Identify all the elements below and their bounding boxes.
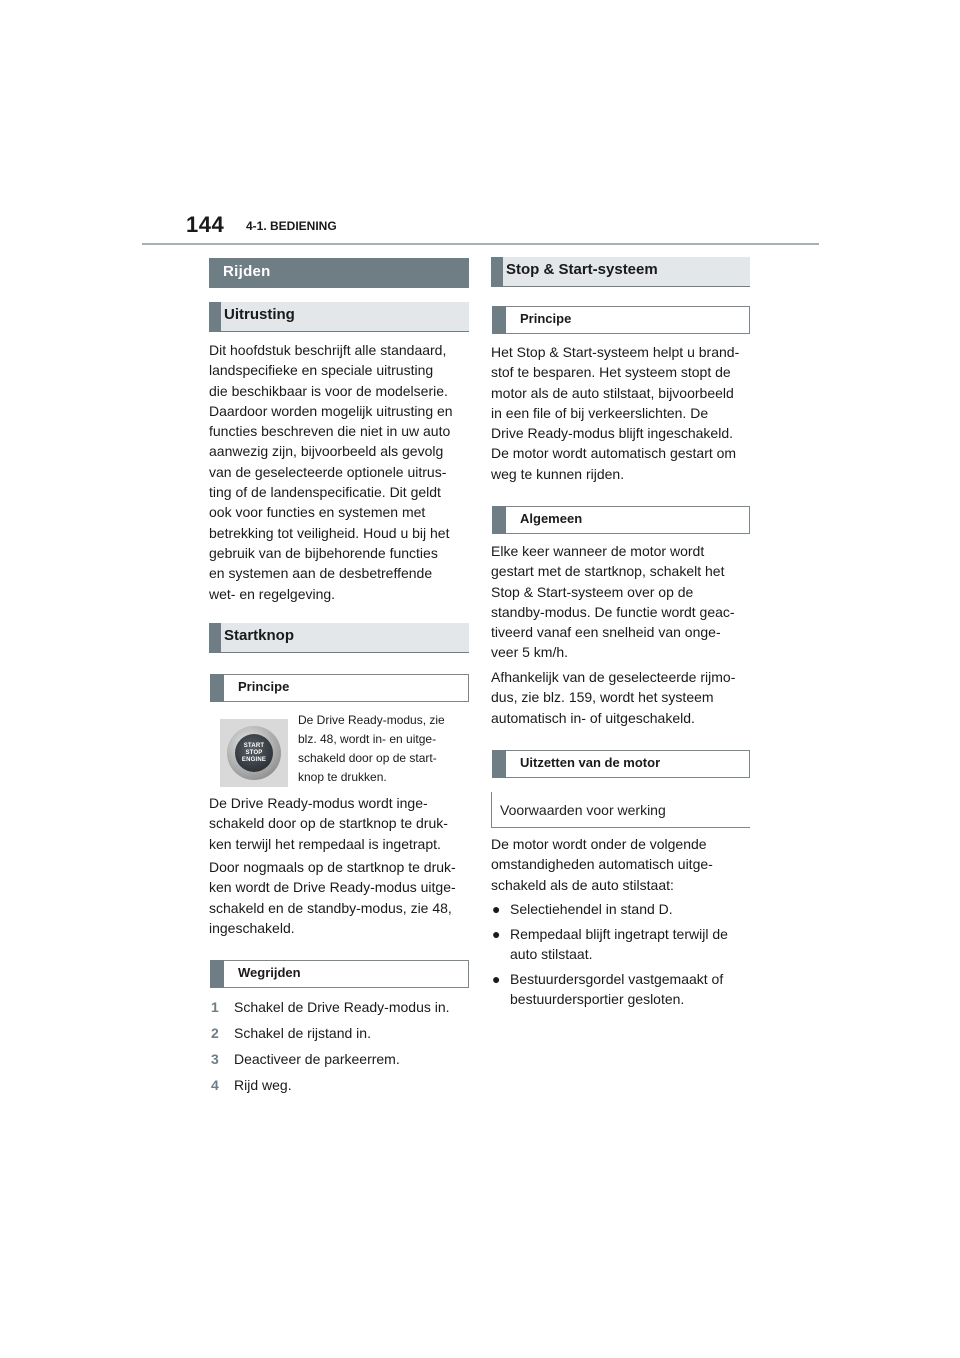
text-line: die beschikbaar is voor de modelserie.	[209, 382, 448, 399]
caption-line: De Drive Ready-modus, zie	[298, 713, 445, 727]
text-line: veer 5 km/h.	[491, 644, 569, 661]
section-header-rijden	[209, 258, 469, 288]
text-line: dus, zie blz. 159, wordt het systeem	[491, 689, 714, 706]
text-line: weg te kunnen rijden.	[491, 465, 625, 482]
page-header	[0, 0, 960, 250]
bullet-item	[492, 924, 750, 966]
button-label-line: START	[243, 742, 265, 749]
text-line: standby-modus. De functie wordt geac-	[491, 603, 735, 620]
text-line: Drive Ready-modus blijft ingeschakeld.	[491, 425, 733, 442]
bullet-text-line: bestuurdersportier gesloten.	[510, 991, 685, 1008]
section-marker-bar	[209, 623, 221, 652]
text-line: Elke keer wanneer de motor wordt	[491, 543, 705, 559]
subsection-marker-bar	[492, 750, 506, 778]
bullet-text-line: Selectiehendel in stand D.	[510, 901, 673, 917]
section-title-rijden: Rijden	[223, 263, 271, 280]
text-line: ingeschakeld.	[209, 919, 295, 936]
startknop-paragraph-1	[209, 793, 471, 854]
caption-line: schakeld door op de start-	[298, 751, 437, 765]
uitrusting-paragraph	[209, 340, 471, 604]
text-line: Daardoor worden mogelijk uitrusting en	[209, 402, 453, 419]
start-stop-button-image	[220, 719, 288, 787]
text-line: Door nogmaals op de startknop te druk-	[209, 859, 456, 875]
text-line: stof te besparen. Het systeem stopt de	[491, 364, 731, 381]
step-text: Schakel de Drive Ready-modus in.	[234, 999, 450, 1015]
text-line: omstandigheden automatisch uitge-	[491, 856, 713, 873]
startknop-paragraph-2	[209, 857, 471, 938]
bullet-text-line: Rempedaal blijft ingetrapt terwijl de	[510, 926, 728, 942]
section-title-uitrusting: Uitrusting	[224, 306, 295, 323]
bullet-dot-icon: ●	[492, 971, 501, 987]
text-line: betrekking tot veiligheid. Houd u bij het	[209, 524, 450, 541]
subsection-marker-bar	[492, 306, 506, 334]
caption-line: knop te drukken.	[298, 770, 387, 784]
subsection-title-principe: Principe	[520, 311, 572, 326]
chapter-label: 4-1. BEDIENING	[246, 219, 337, 233]
text-line: ook voor functies en systemen met	[209, 504, 426, 521]
bullet-text-line: auto stilstaat.	[510, 946, 593, 963]
text-line: De motor wordt automatisch gestart om	[491, 445, 737, 462]
text-line: motor als de auto stilstaat, bijvoorbeeld	[491, 384, 734, 401]
subsection-marker-bar	[210, 674, 224, 702]
step-item	[211, 1023, 469, 1043]
text-line: landspecifieke en speciale uitrusting	[209, 362, 434, 379]
subsection-marker-bar	[492, 506, 506, 534]
section-marker-bar	[491, 257, 503, 286]
text-line: en systemen aan de desbetreffende	[209, 565, 433, 582]
step-text: Deactiveer de parkeerrem.	[234, 1051, 400, 1067]
text-line: De motor wordt onder de volgende	[491, 836, 707, 852]
subsection-title-principe: Principe	[238, 679, 290, 694]
text-line: schakeld door op de startknop te druk-	[209, 815, 448, 832]
text-line: van de geselecteerde optionele uitrus-	[209, 463, 447, 480]
subsection-title-uitzetten: Uitzetten van de motor	[520, 755, 661, 770]
step-number: 1	[211, 999, 219, 1015]
text-line: Het Stop & Start-systeem helpt u brand-	[491, 344, 740, 360]
image-caption	[298, 711, 468, 787]
subsection-header-wegrijden	[210, 960, 469, 988]
text-line: Dit hoofdstuk beschrijft alle standaard,	[209, 342, 447, 358]
bullet-item	[492, 899, 750, 921]
section-title-stop-start: Stop & Start-systeem	[506, 261, 658, 278]
text-line: gebruik van de bijbehorende functies	[209, 544, 438, 561]
subsection-marker-bar	[210, 960, 224, 988]
bullet-dot-icon: ●	[492, 901, 501, 917]
section-header-uitrusting	[209, 302, 469, 332]
algemeen-paragraph-1	[491, 541, 753, 663]
uitzetten-intro-paragraph	[491, 834, 753, 895]
subsection-title-wegrijden: Wegrijden	[238, 965, 301, 980]
text-line: ken wordt de Drive Ready-modus uitge-	[209, 879, 456, 896]
step-item	[211, 1075, 469, 1095]
text-line: De Drive Ready-modus wordt inge-	[209, 795, 428, 811]
text-line: schakeld als de auto stilstaat:	[491, 876, 674, 893]
section-title-startknop: Startknop	[224, 627, 295, 644]
step-item	[211, 997, 469, 1017]
text-line: ken terwijl het rempedaal is ingetrapt.	[209, 835, 441, 852]
text-line: automatisch in- of uitgeschakeld.	[491, 709, 695, 726]
subsection-header-principe	[210, 674, 469, 702]
start-stop-engine-icon	[227, 726, 281, 780]
caption-line: blz. 48, wordt in- en uitge-	[298, 732, 437, 746]
principe-paragraph	[491, 342, 753, 484]
text-line: Afhankelijk van de geselecteerde rijmo-	[491, 669, 736, 685]
text-line: aanwezig zijn, bijvoorbeeld als gevolg	[209, 443, 444, 460]
text-line: gestart met de startknop, schakelt het	[491, 563, 725, 580]
subsection-header-uitzetten	[492, 750, 750, 778]
section-header-startknop	[209, 623, 469, 653]
step-number: 2	[211, 1025, 219, 1041]
algemeen-paragraph-2	[491, 667, 753, 728]
button-label-line: STOP	[245, 749, 263, 756]
text-line: ting of de landenspecificatie. Dit geldt	[209, 484, 441, 501]
page-number: 144	[186, 212, 225, 237]
bullet-text-line: Bestuurdersgordel vastgemaakt of	[510, 971, 724, 987]
subsubsection-title-voorwaarden: Voorwaarden voor werking	[491, 792, 750, 828]
text-line: in een file of bij verkeerslichten. De	[491, 404, 709, 421]
subsection-header-principe	[492, 306, 750, 334]
button-label-line: ENGINE	[241, 756, 267, 763]
text-line: wet- en regelgeving.	[209, 585, 336, 602]
subsection-header-algemeen	[492, 506, 750, 534]
text-line: functies beschreven die niet in uw auto	[209, 423, 451, 440]
bullet-dot-icon: ●	[492, 926, 501, 942]
text-line: schakeld en de standby-modus, zie 48,	[209, 899, 452, 916]
header-divider	[142, 243, 819, 245]
step-number: 4	[211, 1077, 219, 1093]
step-item	[211, 1049, 469, 1069]
subsection-title-algemeen: Algemeen	[520, 511, 583, 526]
section-header-stop-start	[491, 257, 750, 287]
step-text: Schakel de rijstand in.	[234, 1025, 371, 1041]
step-number: 3	[211, 1051, 219, 1067]
bullet-item	[492, 969, 750, 1011]
section-marker-bar	[209, 302, 221, 331]
step-text: Rijd weg.	[234, 1077, 292, 1093]
text-line: Stop & Start-systeem over op de	[491, 583, 694, 600]
text-line: tiveerd vanaf een snelheid van onge-	[491, 624, 721, 641]
